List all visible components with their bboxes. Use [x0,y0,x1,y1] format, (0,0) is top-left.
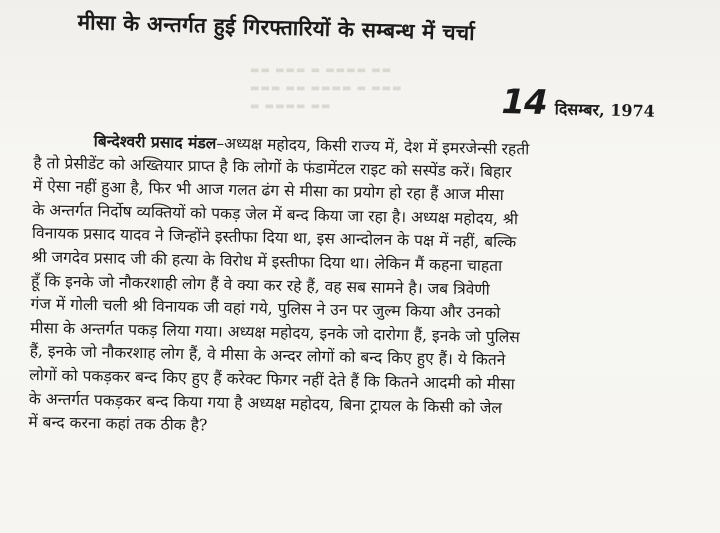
page-heading: मीसा के अन्तर्गत हुई गिरफ्तारियों के सम्बन्ध में चर्चा [77,8,476,46]
speech-line: हूँ कि इनके जो नौकरशाही लोग हैं वे क्या कर रहे हैं, वह सब सामने है। जब त्रिवेणी [30,271,490,299]
speech-line-text: –अध्यक्ष महोदय, किसी राज्य में, देश में इमरजेन्सी रहती [216,134,530,159]
speech-line: मीसा के अन्तर्गत पकड़ लिया गया। अध्यक्ष महोदय, इनके जो दारोगा हैं, इनके जो पुलिस [29,318,521,347]
bleed-through-text: ▬▬ ▬▬▬ ▬ ▬▬▬▬ ▬▬ ▬▬▬ ▬▬ ▬▬▬▬ ▬ ▬▬▬ ▬ ▬▬▬▬ ▬▬ [250,65,403,112]
speech-body [28,128,664,447]
speech-line: लोगों को पकड़कर बन्द किए हुए हैं करेक्ट फिगर नहीं देते हैं कि कितने आदमी को मीसा [29,365,515,394]
speaker-name: बिन्देश्वरी प्रसाद मंडल [93,131,217,153]
speech-line: गंज में गोली चली श्री विनायक जी वहां गये, पुलिस ने उन पर जुल्म किया और उनको [30,295,501,323]
speech-line: श्री जगदेव प्रसाद जी की हत्या के विरोध में इस्तीफा दिया था। लेकिन मैं कहना चाहता [31,247,503,275]
date-month-year: दिसम्बर, 1974 [554,99,656,121]
speech-line: में ऐसा नहीं हुआ है, फिर भी आज गलत ढंग से मीसा का प्रयोग हो रहा हैं आज मीसा [32,177,504,205]
speech-line: विनायक प्रसाद यादव ने जिन्होंने इस्तीफा दिया था, इस आन्दोलन के पक्ष में नहीं, बल्कि [31,224,517,252]
speech-line: के अन्तर्गत पकड़कर बन्द किया गया है अध्यक्ष महोदय, बिना ट्रायल के किसी को जेल [28,389,503,417]
speech-line: है तो प्रेसीडेंट को अख्तियार प्राप्त है कि लोगों के फंडामेंटल राइट को सस्पेंड करें। बिहार [33,153,512,181]
date-day: 14 [501,82,548,124]
speech-line: के अन्तर्गत निर्दोष व्यक्तियों को पकड़ जेल में बन्द किया जा रहा है। अध्यक्ष महोदय, श्री [32,200,519,229]
speech-line: हैं, इनके जो नौकरशाह लोग हैं, वे मीसा के अन्दर लोगों को बन्द किए हुए हैं। ये कितने [29,342,506,370]
speech-line: में बन्द करना कहां तक ठीक है? [28,413,208,435]
dateline [501,82,712,127]
